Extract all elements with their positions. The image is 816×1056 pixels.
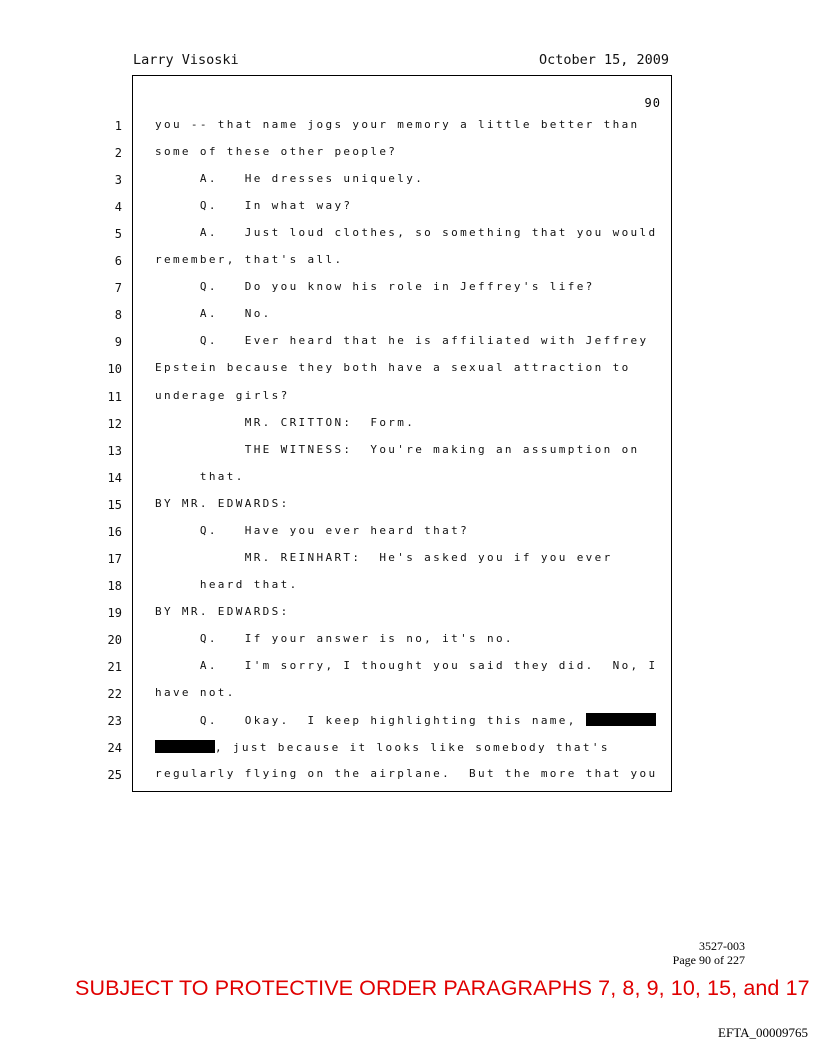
transcript-line-text: that.: [155, 469, 245, 483]
transcript-line: [155, 361, 631, 374]
line-number: 9: [114, 335, 122, 350]
transcript-line-text: MR. CRITTON: Form.: [155, 415, 416, 429]
line-number: 4: [114, 200, 122, 215]
line-number: 18: [107, 578, 122, 593]
transcript-line: [155, 632, 514, 645]
line-number: 14: [107, 470, 122, 485]
redaction-bar: [155, 740, 215, 753]
transcript-line-text: some of these other people?: [155, 145, 398, 159]
transcript-line-text: remember, that's all.: [155, 253, 344, 267]
transcript-line-text: A. I'm sorry, I thought you said they did. No, I: [155, 659, 658, 672]
transcript-line: [155, 416, 415, 429]
transcript-line-text: A. No.: [155, 307, 272, 321]
document-code: [673, 939, 745, 967]
line-number: 6: [114, 254, 122, 269]
transcript-line: [155, 253, 343, 266]
redaction-bar: [586, 713, 656, 726]
transcript-line: [155, 443, 640, 456]
transcript-line-text: Q. Have you ever heard that?: [155, 523, 470, 537]
bates-number: EFTA_00009765: [718, 1025, 808, 1040]
line-number: 1: [114, 119, 122, 133]
transcript-line-text: Q. In what way?: [155, 199, 353, 213]
protective-order-notice: SUBJECT TO PROTECTIVE ORDER PARAGRAPHS 7, 8, 9, 10, 15, and 17: [75, 976, 810, 1000]
transcript-line: [155, 659, 657, 672]
transcript-line: [155, 280, 595, 293]
line-number: 3: [114, 173, 122, 188]
transcript-line-text: , just because it looks like somebody that's: [215, 741, 610, 755]
transcript-line-text: have not.: [155, 686, 236, 700]
transcript-line-text: Q. Do you know his role in Jeffrey's life?: [155, 280, 595, 294]
transcript-line: [155, 226, 657, 239]
transcript-line: [155, 767, 657, 780]
page-of-total: Page 90 of 227: [672, 953, 745, 967]
transcript-line: [155, 740, 610, 754]
transcript-line-text: BY MR. EDWARDS:: [155, 496, 290, 510]
transcript-line-text: Q. Okay. I keep highlighting this name,: [155, 714, 586, 728]
line-number: 21: [107, 660, 122, 674]
transcript-line-text: Q. Ever heard that he is affiliated with Jeffrey: [155, 334, 649, 348]
line-number: 13: [107, 443, 122, 458]
transcript-line-text: you -- that name jogs your memory a little better than: [155, 118, 640, 131]
transcript-line-text: THE WITNESS: You're making an assumption on: [155, 442, 640, 456]
line-number: 5: [114, 227, 122, 242]
transcript-page-number: 90: [644, 96, 661, 110]
document-code-number: 3527-003: [699, 939, 745, 953]
transcript-line: [155, 470, 245, 483]
transcript-line-text: A. Just loud clothes, so something that you would: [155, 226, 658, 240]
transcript-line-text: underage girls?: [155, 388, 290, 402]
transcript-line-text: BY MR. EDWARDS:: [155, 604, 290, 618]
line-number: 24: [107, 741, 122, 756]
transcript-line: [155, 389, 290, 402]
transcript-line: [155, 199, 352, 212]
line-number: 8: [114, 308, 122, 323]
transcript-line: [155, 578, 299, 591]
line-number: 11: [107, 389, 122, 404]
deposition-date: October 15, 2009: [539, 52, 670, 68]
line-number: 25: [107, 768, 122, 783]
line-number: 16: [107, 524, 122, 539]
transcript-line: [155, 145, 397, 158]
transcript-line: [155, 334, 649, 347]
transcript-line-text: regularly flying on the airplane. But the more that you: [155, 767, 658, 781]
line-number: 19: [107, 605, 122, 620]
transcript-line: [155, 307, 272, 320]
line-number: 23: [107, 714, 122, 729]
transcript-line-text: heard that.: [155, 577, 299, 591]
transcript-line: [155, 551, 613, 564]
line-number: 10: [107, 362, 122, 377]
line-number: 17: [107, 551, 122, 566]
transcript-line: [155, 713, 656, 727]
transcript-line: [155, 172, 424, 185]
transcript-line: [155, 605, 290, 618]
transcript-line-text: Epstein because they both have a sexual attraction to: [155, 361, 631, 375]
line-number: 22: [107, 687, 122, 702]
transcript-line-text: Q. If your answer is no, it's no.: [155, 631, 514, 645]
transcript-line-text: MR. REINHART: He's asked you if you ever: [155, 550, 613, 564]
line-number: 7: [114, 281, 122, 296]
transcript-line: [155, 497, 290, 510]
transcript-line: [155, 686, 236, 699]
line-number: 12: [107, 416, 122, 431]
deponent-name: Larry Visoski: [133, 52, 239, 68]
line-number: 15: [107, 497, 122, 512]
transcript-line: [155, 118, 640, 131]
line-number: 20: [107, 632, 122, 647]
line-number: 2: [114, 146, 122, 161]
transcript-line-text: A. He dresses uniquely.: [155, 172, 425, 186]
transcript-line: [155, 524, 469, 537]
